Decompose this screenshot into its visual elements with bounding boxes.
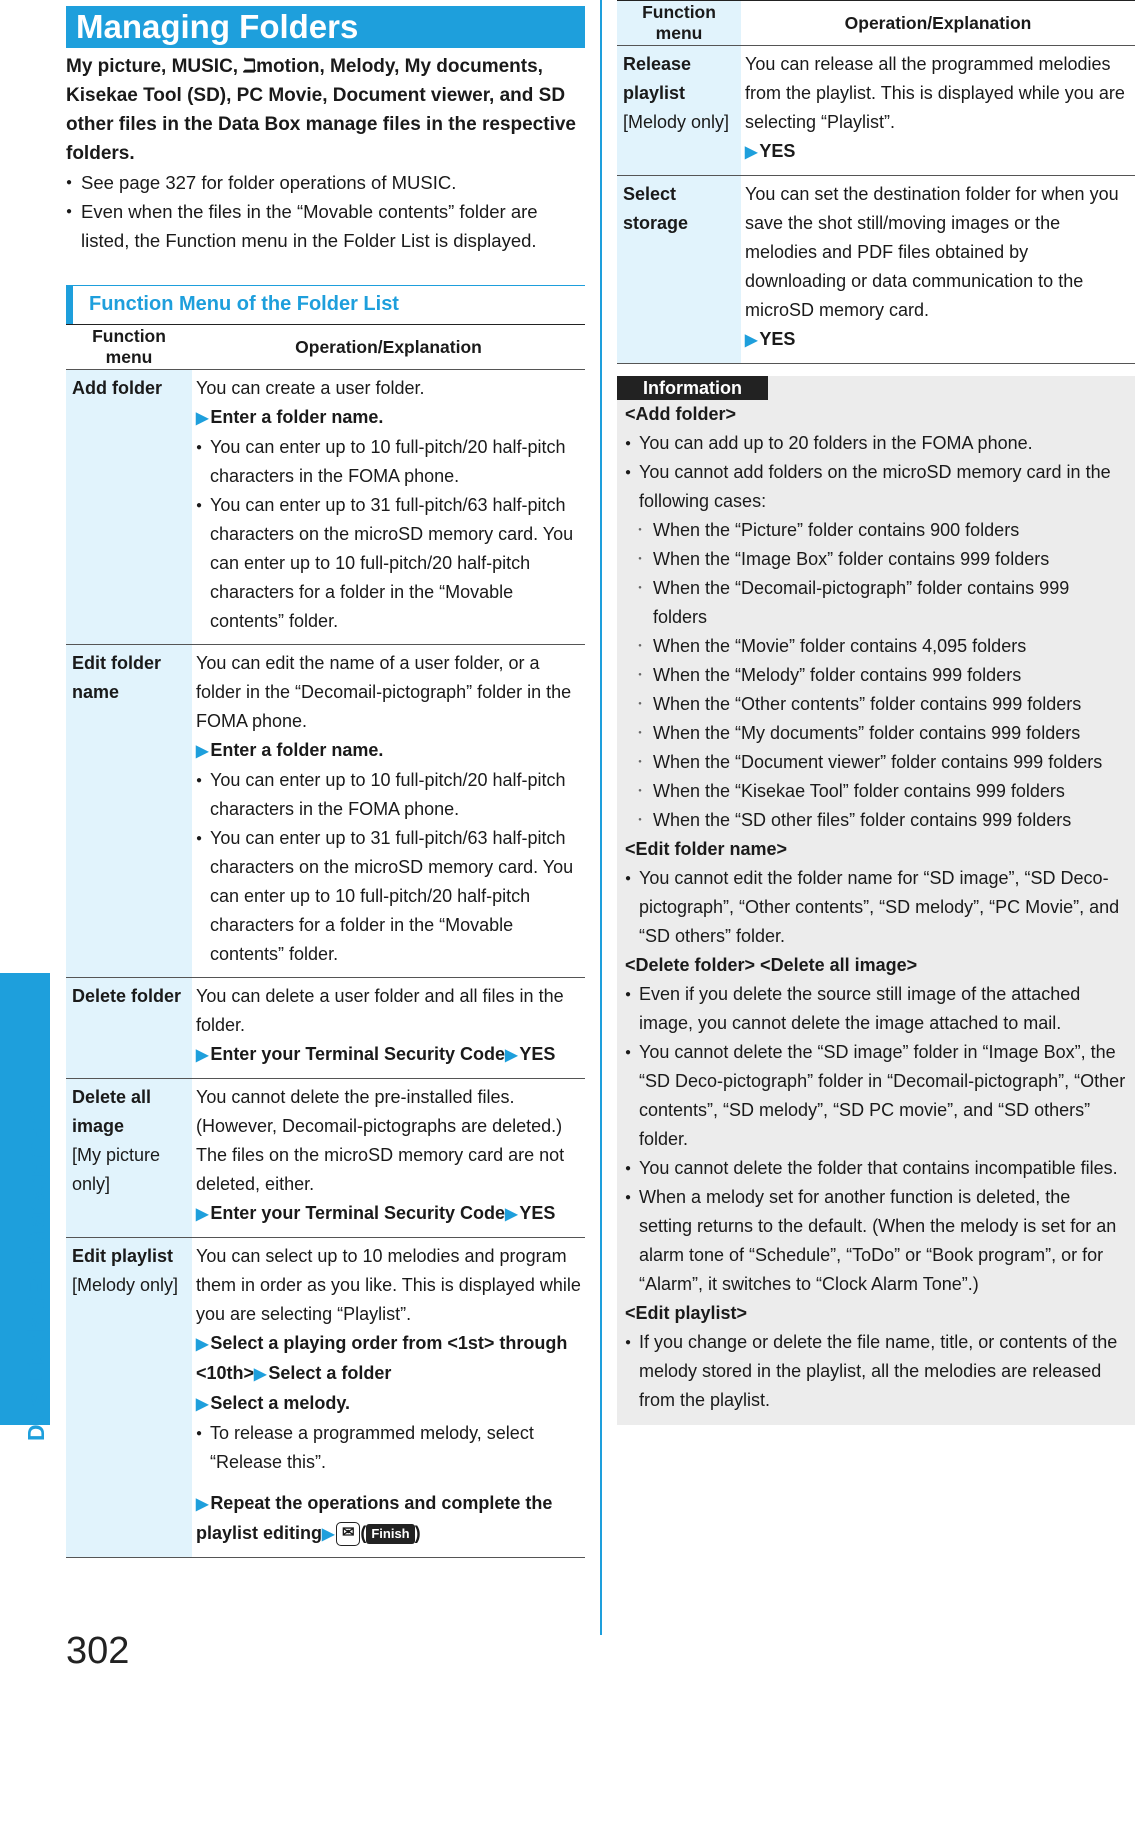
table-row <box>617 46 1135 176</box>
info-heading: <Delete folder> <Delete all image> <box>625 955 918 975</box>
list-item: ・ When the “Decomail-pictograph” folder contains 999 folders <box>625 574 1127 632</box>
intro-text: My picture, MUSIC, ℶmotion, Melody, My documents, Kisekae Tool (SD), PC Movie, Document viewer, and SD other files in the Data Box manage files in the respective folders. <box>66 56 576 164</box>
function-menu-title: Function Menu of the Folder List <box>66 285 585 324</box>
col-header-function-menu: Function menu <box>617 1 741 46</box>
step-arrow-icon: ▶ <box>196 1396 209 1413</box>
step-arrow-icon: ▶ <box>505 1047 518 1064</box>
row-explanation: You can delete a user folder and all files in the folder. ▶ Enter your Terminal Security Code▶ YES <box>192 978 585 1079</box>
list-item: ・ When the “SD other files” folder contains 999 folders <box>625 806 1127 835</box>
row-name: Select storage <box>617 176 741 364</box>
col-header-operation: Operation/Explanation <box>741 1 1135 46</box>
list-item: ・ When the “Image Box” folder contains 999 folders <box>625 545 1127 574</box>
row-explanation: You can select up to 10 melodies and program them in order as you like. This is displayed while you are selecting “Playlist”. ▶ Select a playing order from <1st> through <10th>▶ Select a folder ▶ Select a melody. ● To release a programmed melody, select “Release this”. ▶ Repeat the operations and complete the playlist editing▶ ✉ ( Finish ) <box>192 1238 585 1558</box>
function-menu-table-continued <box>617 0 1135 364</box>
mail-key-icon: ✉ <box>336 1522 360 1546</box>
step-arrow-icon: ▶ <box>322 1526 335 1543</box>
information-box: Information <Add folder> ● You can add up to 20 folders in the FOMA phone. ● You cannot add folders on the microSD memory card in the following cases: ・ When the “Picture” folder contains 900 folders ・ When the “Image Box” folder contains 999 folders ・ When the “Decomail-pictograph” folder contains 999 folders ・ When the “Movie” folder contains 4,095 folders ・ When the “Melody” folder contains 999 folders ・ When the “Other contents” folder contains 999 folders ・ When the “My documents” folder contains 999 folders ・ When the “Document viewer” folder contains 999 folders ・ When the “Kisekae Tool” folder contains 999 folders ・ When the “SD other files” folder contains 999 folders <Edit folder name> ● You cannot edit the folder name for “SD image”, “SD Deco-pictograph”, “Other contents”, “SD melody”, “PC Movie”, and “SD others” folder. <Delete folder> <Delete all image> ● Even if you delete the source still image of the attached image, you cannot delete the image attached to mail. ● You cannot delete the “SD image” folder in “Image Box”, the “SD Deco-pictograph” folder in “Decomail-pictograph”, “Other contents”, “SD melody”, “SD PC movie”, and “SD others” folder. ● You cannot delete the folder that contains incompatible files. ● When a melody set for another function is deleted, the setting returns to the default. (When the melody is set for an alarm tone of “Schedule”, “ToDo” or “Book program”, or for “Alarm”, it switches to “Clock Alarm Tone”.) <Edit playlist> ● If you change or delete the file name, title, or contents of the melody stored in the playlist, all the melodies are released from the playlist. <box>617 376 1135 1425</box>
step-arrow-icon: ▶ <box>196 743 209 760</box>
left-column <box>66 6 585 1558</box>
step-arrow-icon: ▶ <box>196 410 209 427</box>
step-arrow-icon: ▶ <box>505 1206 518 1223</box>
table-row <box>66 978 585 1079</box>
intro-bullet: ● Even when the files in the “Movable contents” folder are listed, the Function menu in the Folder List is displayed. <box>66 197 585 255</box>
row-name: Add folder <box>66 370 192 645</box>
row-name: Edit folder name <box>66 645 192 978</box>
page-number: 302 <box>66 1630 130 1672</box>
row-name: Delete folder <box>66 978 192 1079</box>
list-item: ・ When the “My documents” folder contains 999 folders <box>625 719 1127 748</box>
finish-softkey: Finish <box>366 1524 414 1544</box>
list-item: ・ When the “Other contents” folder contains 999 folders <box>625 690 1127 719</box>
list-item: ・ When the “Melody” folder contains 999 folders <box>625 661 1127 690</box>
table-row <box>66 370 585 645</box>
col-header-function-menu: Function menu <box>66 325 192 370</box>
info-heading: <Add folder> <box>625 404 737 424</box>
row-name: Release playlist [Melody only] <box>617 46 741 176</box>
list-item: ・ When the “Picture” folder contains 900 folders <box>625 516 1127 545</box>
step-arrow-icon: ▶ <box>254 1366 267 1383</box>
table-row <box>66 1079 585 1238</box>
list-item: ・ When the “Kisekae Tool” folder contains 999 folders <box>625 777 1127 806</box>
row-explanation: You can edit the name of a user folder, or a folder in the “Decomail-pictograph” folder in the FOMA phone. ▶ Enter a folder name. ● You can enter up to 10 full-pitch/20 half-pitch characters in the FOMA phone. ● You can enter up to 31 full-pitch/63 half-pitch characters on the microSD memory card. You can enter up to 10 full-pitch/20 half-pitch characters for a folder in the “Movable contents” folder. <box>192 645 585 978</box>
step-arrow-icon: ▶ <box>196 1047 209 1064</box>
row-name: Edit playlist [Melody only] <box>66 1238 192 1558</box>
information-label: Information <box>617 376 768 400</box>
row-explanation: You cannot delete the pre-installed files. (However, Decomail-pictographs are deleted.) The files on the microSD memory card are not deleted, either. ▶ Enter your Terminal Security Code▶ YES <box>192 1079 585 1238</box>
column-divider <box>600 0 602 1635</box>
step-arrow-icon: ▶ <box>745 332 758 349</box>
list-item: ・ When the “Movie” folder contains 4,095 folders <box>625 632 1127 661</box>
function-menu-table <box>66 324 585 1558</box>
right-column <box>617 0 1135 1425</box>
table-row <box>66 1238 585 1558</box>
step-arrow-icon: ▶ <box>196 1336 209 1353</box>
step-arrow-icon: ▶ <box>745 144 758 161</box>
chapter-label: Data Display/Edit/Management <box>23 1106 49 1441</box>
table-row <box>617 176 1135 364</box>
row-explanation: You can set the destination folder for when you save the shot still/moving images or the melodies and PDF files obtained by downloading or data communication to the microSD memory card. ▶ YES <box>741 176 1135 364</box>
table-row <box>66 645 585 978</box>
row-explanation: You can release all the programmed melodies from the playlist. This is displayed while you are selecting “Playlist”. ▶ YES <box>741 46 1135 176</box>
row-explanation: You can create a user folder. ▶ Enter a folder name. ● You can enter up to 10 full-pitch/20 half-pitch characters in the FOMA phone. ● You can enter up to 31 full-pitch/63 half-pitch characters on the microSD memory card. You can enter up to 10 full-pitch/20 half-pitch characters for a folder in the “Movable contents” folder. <box>192 370 585 645</box>
info-heading: <Edit playlist> <box>625 1303 748 1323</box>
intro-bullet: ● See page 327 for folder operations of MUSIC. <box>66 168 585 197</box>
col-header-operation: Operation/Explanation <box>192 325 585 370</box>
list-item: ・ When the “Document viewer” folder contains 999 folders <box>625 748 1127 777</box>
step-arrow-icon: ▶ <box>196 1206 209 1223</box>
table-header-row <box>66 325 585 370</box>
section-title: Managing Folders <box>66 6 585 48</box>
info-heading: <Edit folder name> <box>625 839 788 859</box>
step-arrow-icon: ▶ <box>196 1496 209 1513</box>
row-name: Delete all image [My picture only] <box>66 1079 192 1238</box>
table-header-row <box>617 1 1135 46</box>
